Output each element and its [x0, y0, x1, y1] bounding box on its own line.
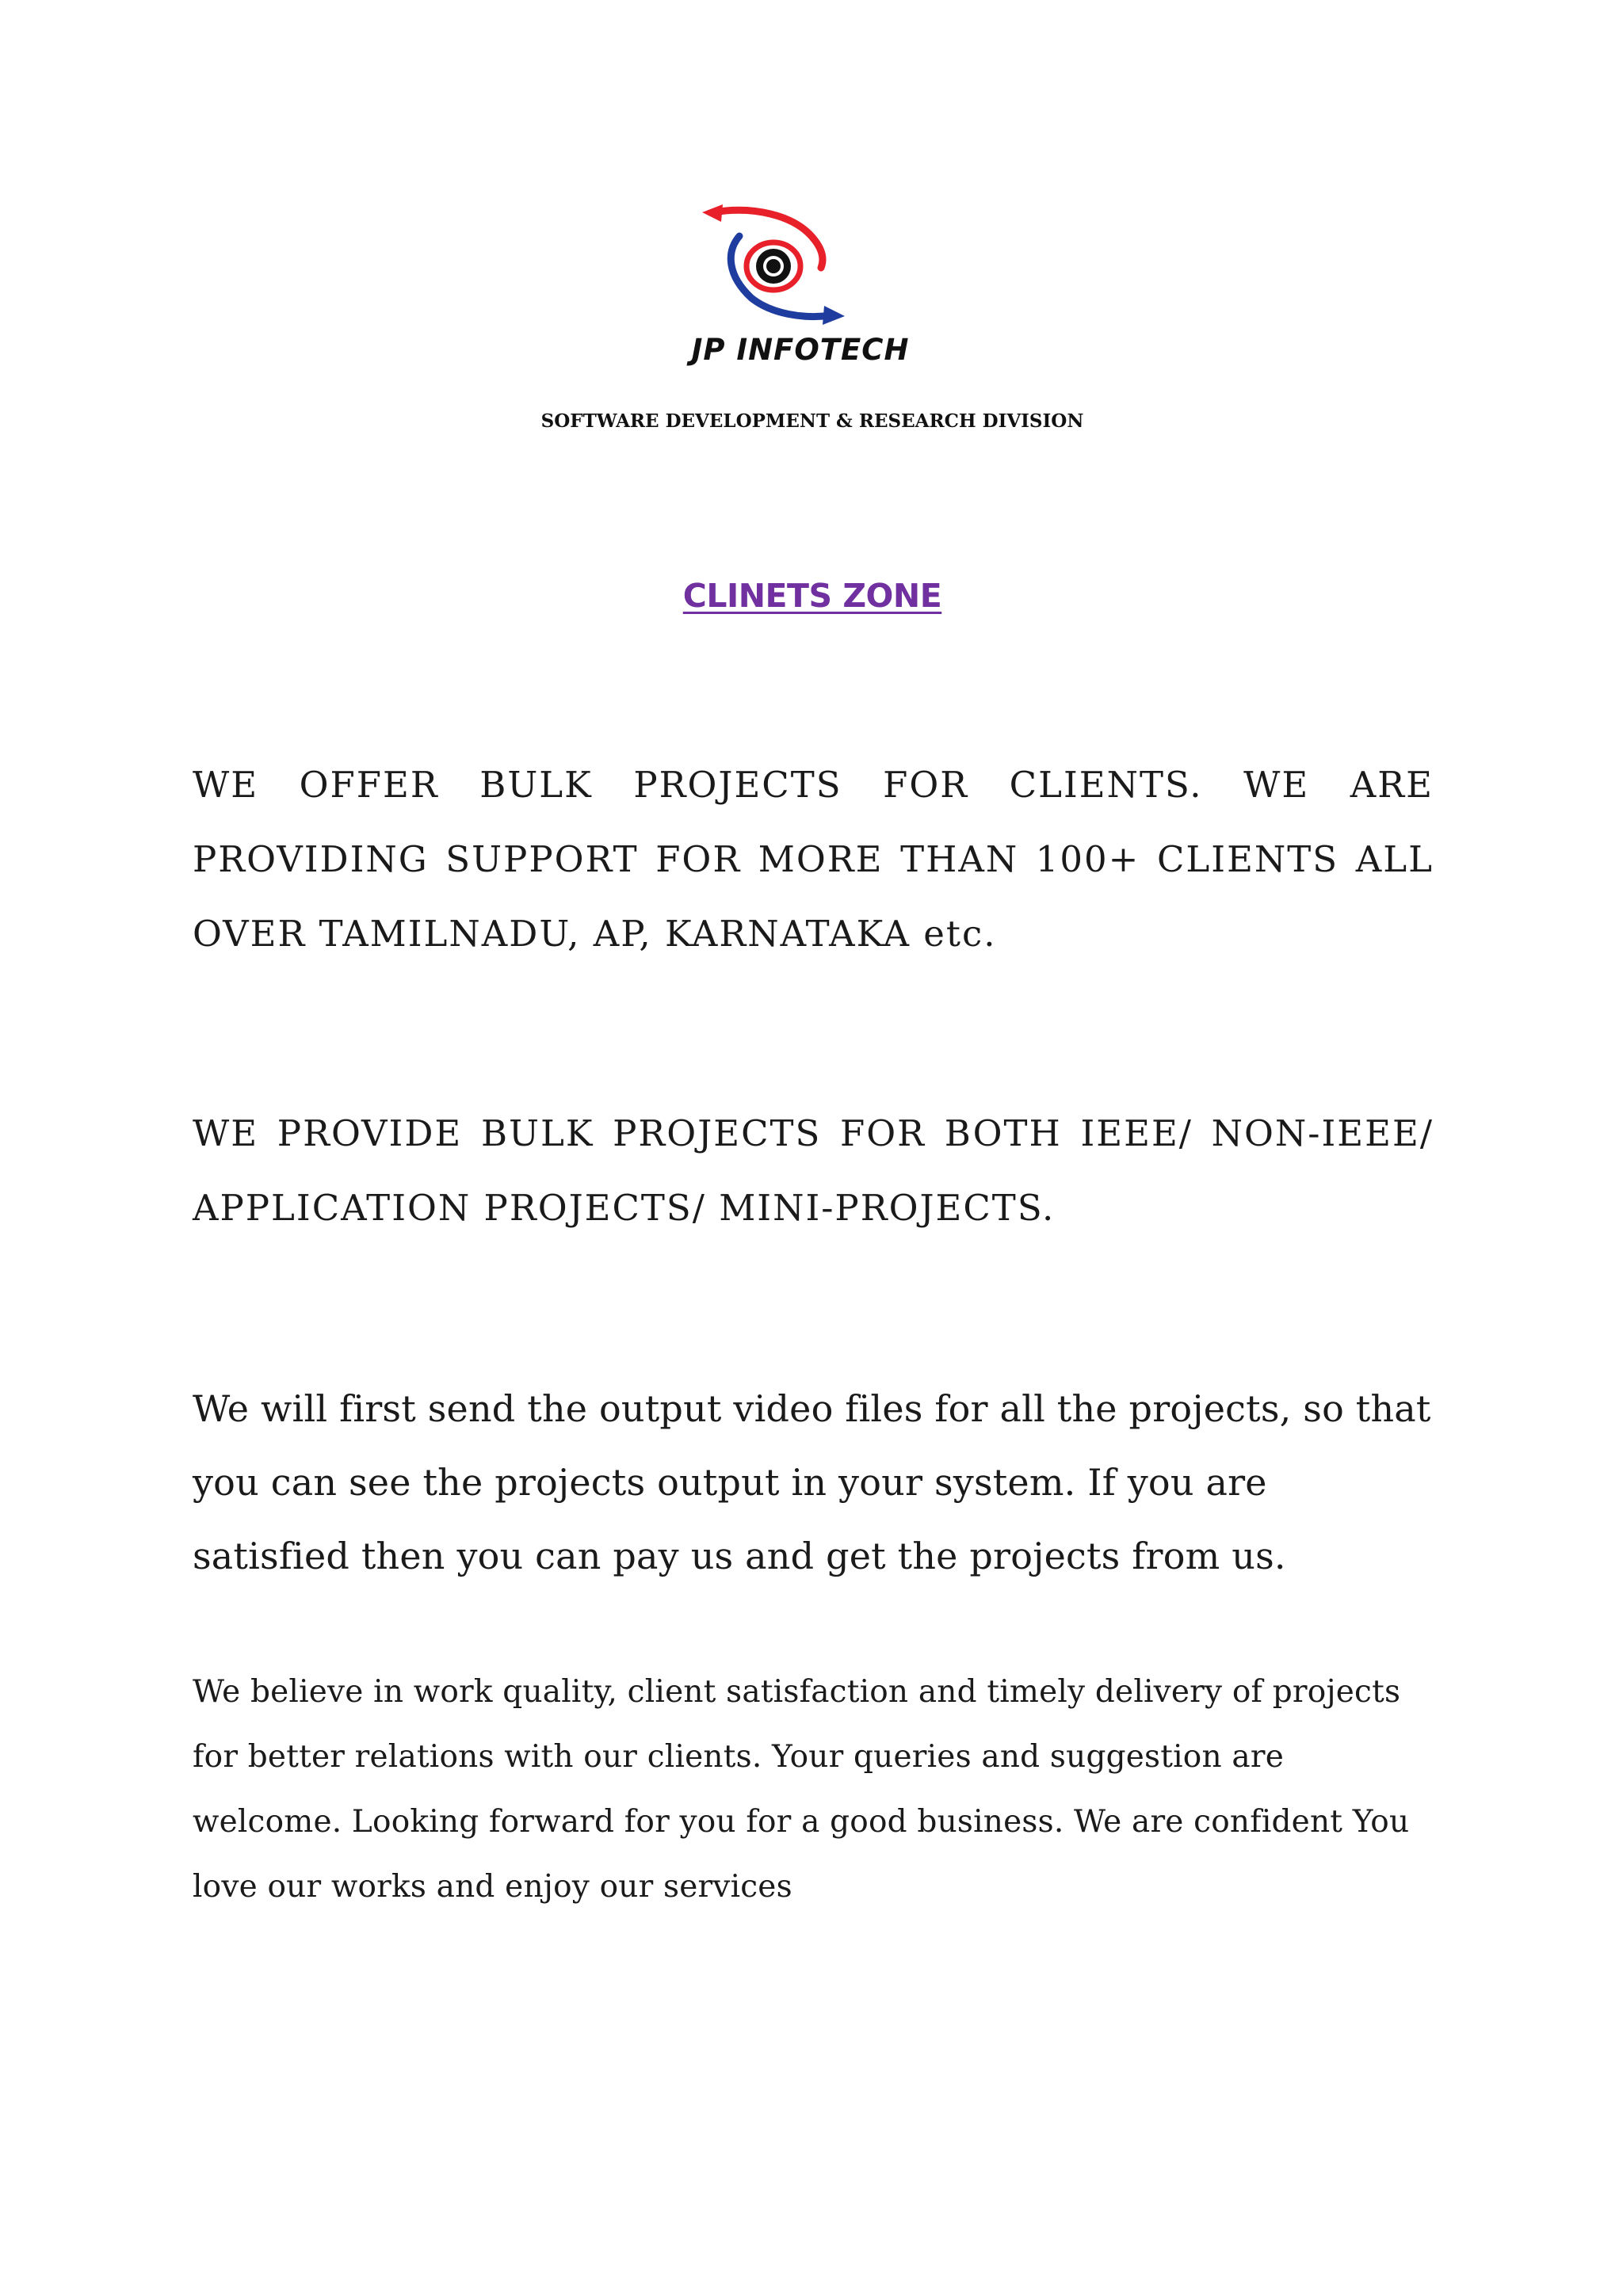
paragraph-output-videos: We will first send the output video files for all the projects, so that you can see the projects output in your system. If you are satisfied then you can pay us and get the projects from us.	[193, 1387, 1431, 1577]
paragraph-project-types: WE PROVIDE BULK PROJECTS FOR BOTH IEEE/ NON-IEEE/ APPLICATION PROJECTS/ MINI-PROJECTS.	[193, 1112, 1434, 1229]
paragraph-work-quality: We believe in work quality, client satisfaction and timely delivery of projects for better relations with our clients. Your queries and suggestion are welcome. Looking forward for you for a good business. We are confident You love our works and enjoy our services	[193, 1674, 1410, 1905]
jp-infotech-logo-icon	[696, 204, 854, 331]
paragraph-bulk-projects: WE OFFER BULK PROJECTS FOR CLIENTS. WE ARE PROVIDING SUPPORT FOR MORE THAN 100+ CLIENTS ALL OVER TAMILNADU, AP, KARNATAKA etc.	[193, 764, 1434, 955]
division-subtitle: SOFTWARE DEVELOPMENT & RESEARCH DIVISION	[540, 410, 1084, 432]
page-title: CLINETS ZONE	[682, 577, 942, 615]
brand-name: JP INFOTECH	[691, 333, 910, 367]
